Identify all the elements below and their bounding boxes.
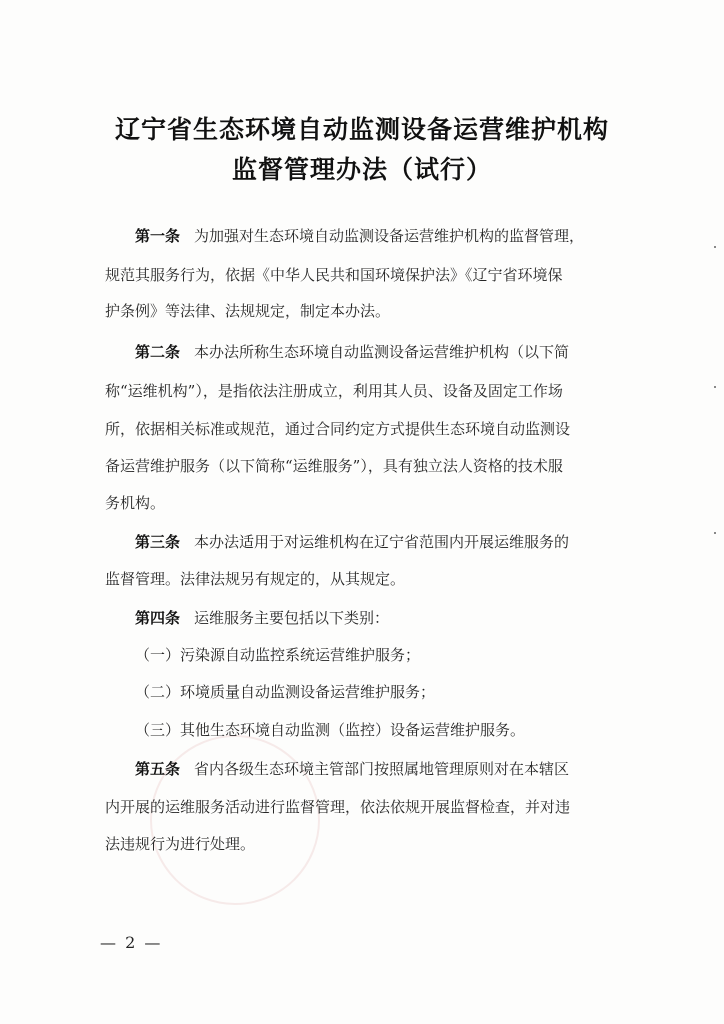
article-2-line-1	[135, 342, 645, 362]
article-3-line-1	[135, 532, 645, 552]
page-number: — 2 —	[100, 933, 163, 952]
article-1-text-3: 护条例》等法律、法规规定，制定本办法。	[105, 302, 391, 320]
article-2-text-3: 所，依据相关标准或规范，通过合同约定方式提供生态环境自动监测设	[105, 420, 571, 438]
article-5-text-1: 省内各级生态环境主管部门按照属地管理原则对在本辖区	[194, 760, 570, 778]
article-3-text-2: 监督管理。法律法规另有规定的，从其规定。	[105, 570, 406, 588]
article-4-item-3: （三）其他生态环境自动监测（监控）设备运营维护服务。	[135, 721, 526, 739]
article-1-label: 第一条	[135, 227, 181, 245]
article-4-item-1: （一）污染源自动监控系统运营维护服务；	[135, 646, 421, 664]
document-title-line-2: 监督管理办法（试行）	[231, 155, 492, 184]
article-5-line-1	[135, 759, 645, 779]
scan-speck	[714, 246, 716, 248]
article-5-label: 第五条	[135, 760, 181, 778]
article-2-text-5: 务机构。	[105, 494, 166, 512]
article-5-text-3: 法违规行为进行处理。	[105, 835, 256, 853]
scan-speck	[714, 386, 716, 388]
article-2-text-4: 备运营维护服务（以下简称“运维服务”），具有独立法人资格的技术服	[105, 457, 563, 475]
article-2-text-1: 本办法所称生态环境自动监测设备运营维护机构（以下简	[194, 343, 570, 361]
article-4-item-2: （二）环境质量自动监测设备运营维护服务；	[135, 683, 436, 701]
article-4-text-1: 运维服务主要包括以下类别：	[194, 609, 390, 627]
article-1-text-1: 为加强对生态环境自动监测设备运营维护机构的监督管理，	[194, 227, 585, 245]
article-4-line-1	[135, 608, 645, 628]
document-title-line-1: 辽宁省生态环境自动监测设备运营维护机构	[114, 115, 609, 144]
article-3-text-1: 本办法适用于对运维机构在辽宁省范围内开展运维服务的	[194, 533, 570, 551]
article-2-label: 第二条	[135, 343, 181, 361]
scan-speck	[714, 532, 716, 534]
article-3-label: 第三条	[135, 533, 181, 551]
article-1-line-1	[135, 226, 645, 246]
article-4-label: 第四条	[135, 609, 181, 627]
article-5-text-2: 内开展的运维服务活动进行监督管理，依法依规开展监督检查，并对违	[105, 798, 571, 816]
article-1-text-2: 规范其服务行为，依据《中华人民共和国环境保护法》《辽宁省环境保	[105, 266, 563, 284]
article-2-text-2: 称“运维机构”），是指依法注册成立，利用其人员、设备及固定工作场	[105, 382, 563, 400]
